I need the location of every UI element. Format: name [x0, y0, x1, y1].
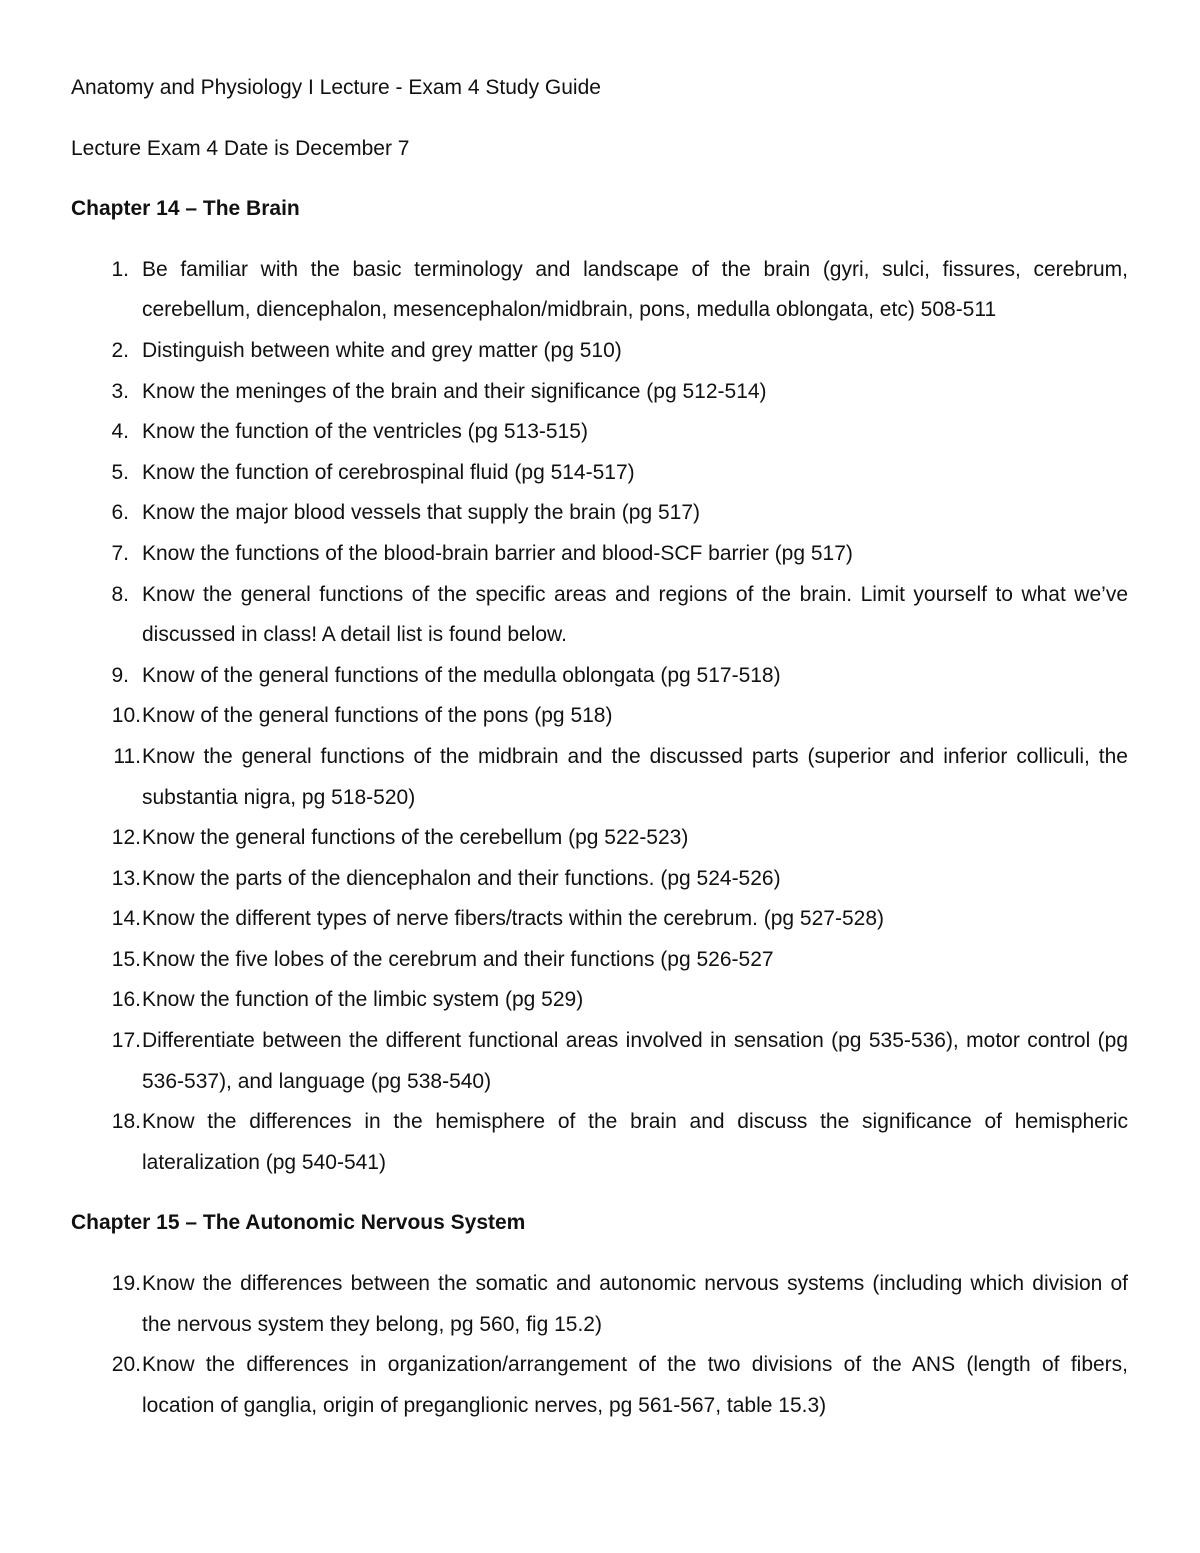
item-number: 11.: [113, 744, 141, 768]
item-number: 12.: [111, 826, 141, 850]
study-item: [71, 331, 1128, 372]
study-item: [71, 737, 1128, 818]
study-item: [71, 899, 1128, 940]
item-number: 19.: [111, 1272, 141, 1296]
item-number: 13.: [111, 866, 141, 890]
item-text: Know of the general functions of the medulla oblongata (pg 517-518): [142, 663, 781, 687]
item-text: Know the general functions of the specific areas and regions of the brain. Limit yourself to what we’ve discussed in class! A detail list is found below.: [142, 582, 1128, 647]
item-number: 5.: [111, 460, 129, 484]
item-text: Know the general functions of the midbrain and the discussed parts (superior and inferior colliculi, the substantia nigra, pg 518-520): [142, 744, 1128, 809]
document-title: Anatomy and Physiology I Lecture - Exam 4 Study Guide: [71, 76, 601, 99]
study-item: [71, 940, 1128, 981]
item-text: Know the major blood vessels that supply the brain (pg 517): [142, 501, 700, 525]
chapter-heading: Chapter 15 – The Autonomic Nervous System: [71, 1211, 526, 1235]
study-item: [71, 980, 1128, 1021]
study-item: [71, 412, 1128, 453]
item-text: Distinguish between white and grey matter (pg 510): [142, 338, 622, 362]
item-text: Be familiar with the basic terminology and landscape of the brain (gyri, sulci, fissures, cerebrum, cerebellum, diencephalon, mesencephalon/midbrain, pons, medulla oblongata, etc) 508-511: [142, 257, 1128, 322]
study-item: [71, 656, 1128, 697]
study-item: [71, 453, 1128, 494]
item-text: Know of the general functions of the pons (pg 518): [142, 704, 613, 728]
item-number: 16.: [111, 988, 141, 1012]
item-text: Know the five lobes of the cerebrum and their functions (pg 526-527: [142, 947, 774, 971]
study-item: [71, 250, 1128, 331]
item-text: Know the general functions of the cerebellum (pg 522-523): [142, 826, 689, 850]
study-item: [71, 1264, 1128, 1345]
item-number: 20.: [111, 1353, 141, 1377]
item-text: Know the function of cerebrospinal fluid (pg 514-517): [142, 460, 635, 484]
item-number: 3.: [111, 379, 129, 403]
item-text: Know the differences in organization/arrangement of the two divisions of the ANS (length of fibers, location of ganglia, origin of preganglionic nerves, pg 561-567, table 15.3): [142, 1353, 1128, 1417]
item-number: 1.: [111, 257, 129, 281]
item-number: 8.: [111, 582, 129, 606]
item-number: 18.: [111, 1110, 141, 1134]
item-number: 9.: [111, 663, 129, 687]
item-number: 17.: [111, 1029, 141, 1053]
study-item: [71, 1021, 1128, 1102]
item-text: Know the differences in the hemisphere of the brain and discuss the significance of hemispheric lateralization (pg 540-541): [142, 1110, 1128, 1174]
item-number: 7.: [111, 541, 129, 565]
study-item: [71, 859, 1128, 900]
item-number: 10.: [111, 704, 141, 728]
item-text: Know the function of the ventricles (pg 513-515): [142, 420, 588, 444]
exam-date-line: Lecture Exam 4 Date is December 7: [71, 136, 410, 160]
item-text: Know the function of the limbic system (pg 529): [142, 988, 584, 1012]
item-text: Know the differences between the somatic and autonomic nervous systems (including which division of the nervous system they belong, pg 560, fig 15.2): [142, 1272, 1128, 1336]
study-item: [71, 372, 1128, 413]
item-number: 14.: [111, 907, 141, 931]
sections-container: [71, 189, 1128, 1426]
item-text: Know the meninges of the brain and their significance (pg 512-514): [142, 379, 767, 403]
item-number: 2.: [111, 338, 129, 362]
item-text: Know the parts of the diencephalon and their functions. (pg 524-526): [142, 866, 781, 890]
study-item: [71, 818, 1128, 859]
document-page: [71, 68, 1128, 1426]
item-number: 4.: [111, 420, 129, 444]
study-item: [71, 575, 1128, 656]
study-item-list: [71, 1264, 1128, 1426]
study-item: [71, 1345, 1128, 1426]
study-item: [71, 696, 1128, 737]
study-item: [71, 493, 1128, 534]
item-number: 15.: [111, 947, 141, 971]
study-item: [71, 534, 1128, 575]
chapter-heading: Chapter 14 – The Brain: [71, 197, 300, 221]
study-item: [71, 1102, 1128, 1183]
item-text: Differentiate between the different functional areas involved in sensation (pg 535-536), motor control (pg 536-537), and language (pg 538-540): [142, 1029, 1128, 1093]
study-item-list: [71, 250, 1128, 1184]
item-text: Know the different types of nerve fibers/tracts within the cerebrum. (pg 527-528): [142, 907, 884, 931]
item-number: 6.: [111, 501, 129, 525]
item-text: Know the functions of the blood-brain barrier and blood-SCF barrier (pg 517): [142, 541, 853, 565]
